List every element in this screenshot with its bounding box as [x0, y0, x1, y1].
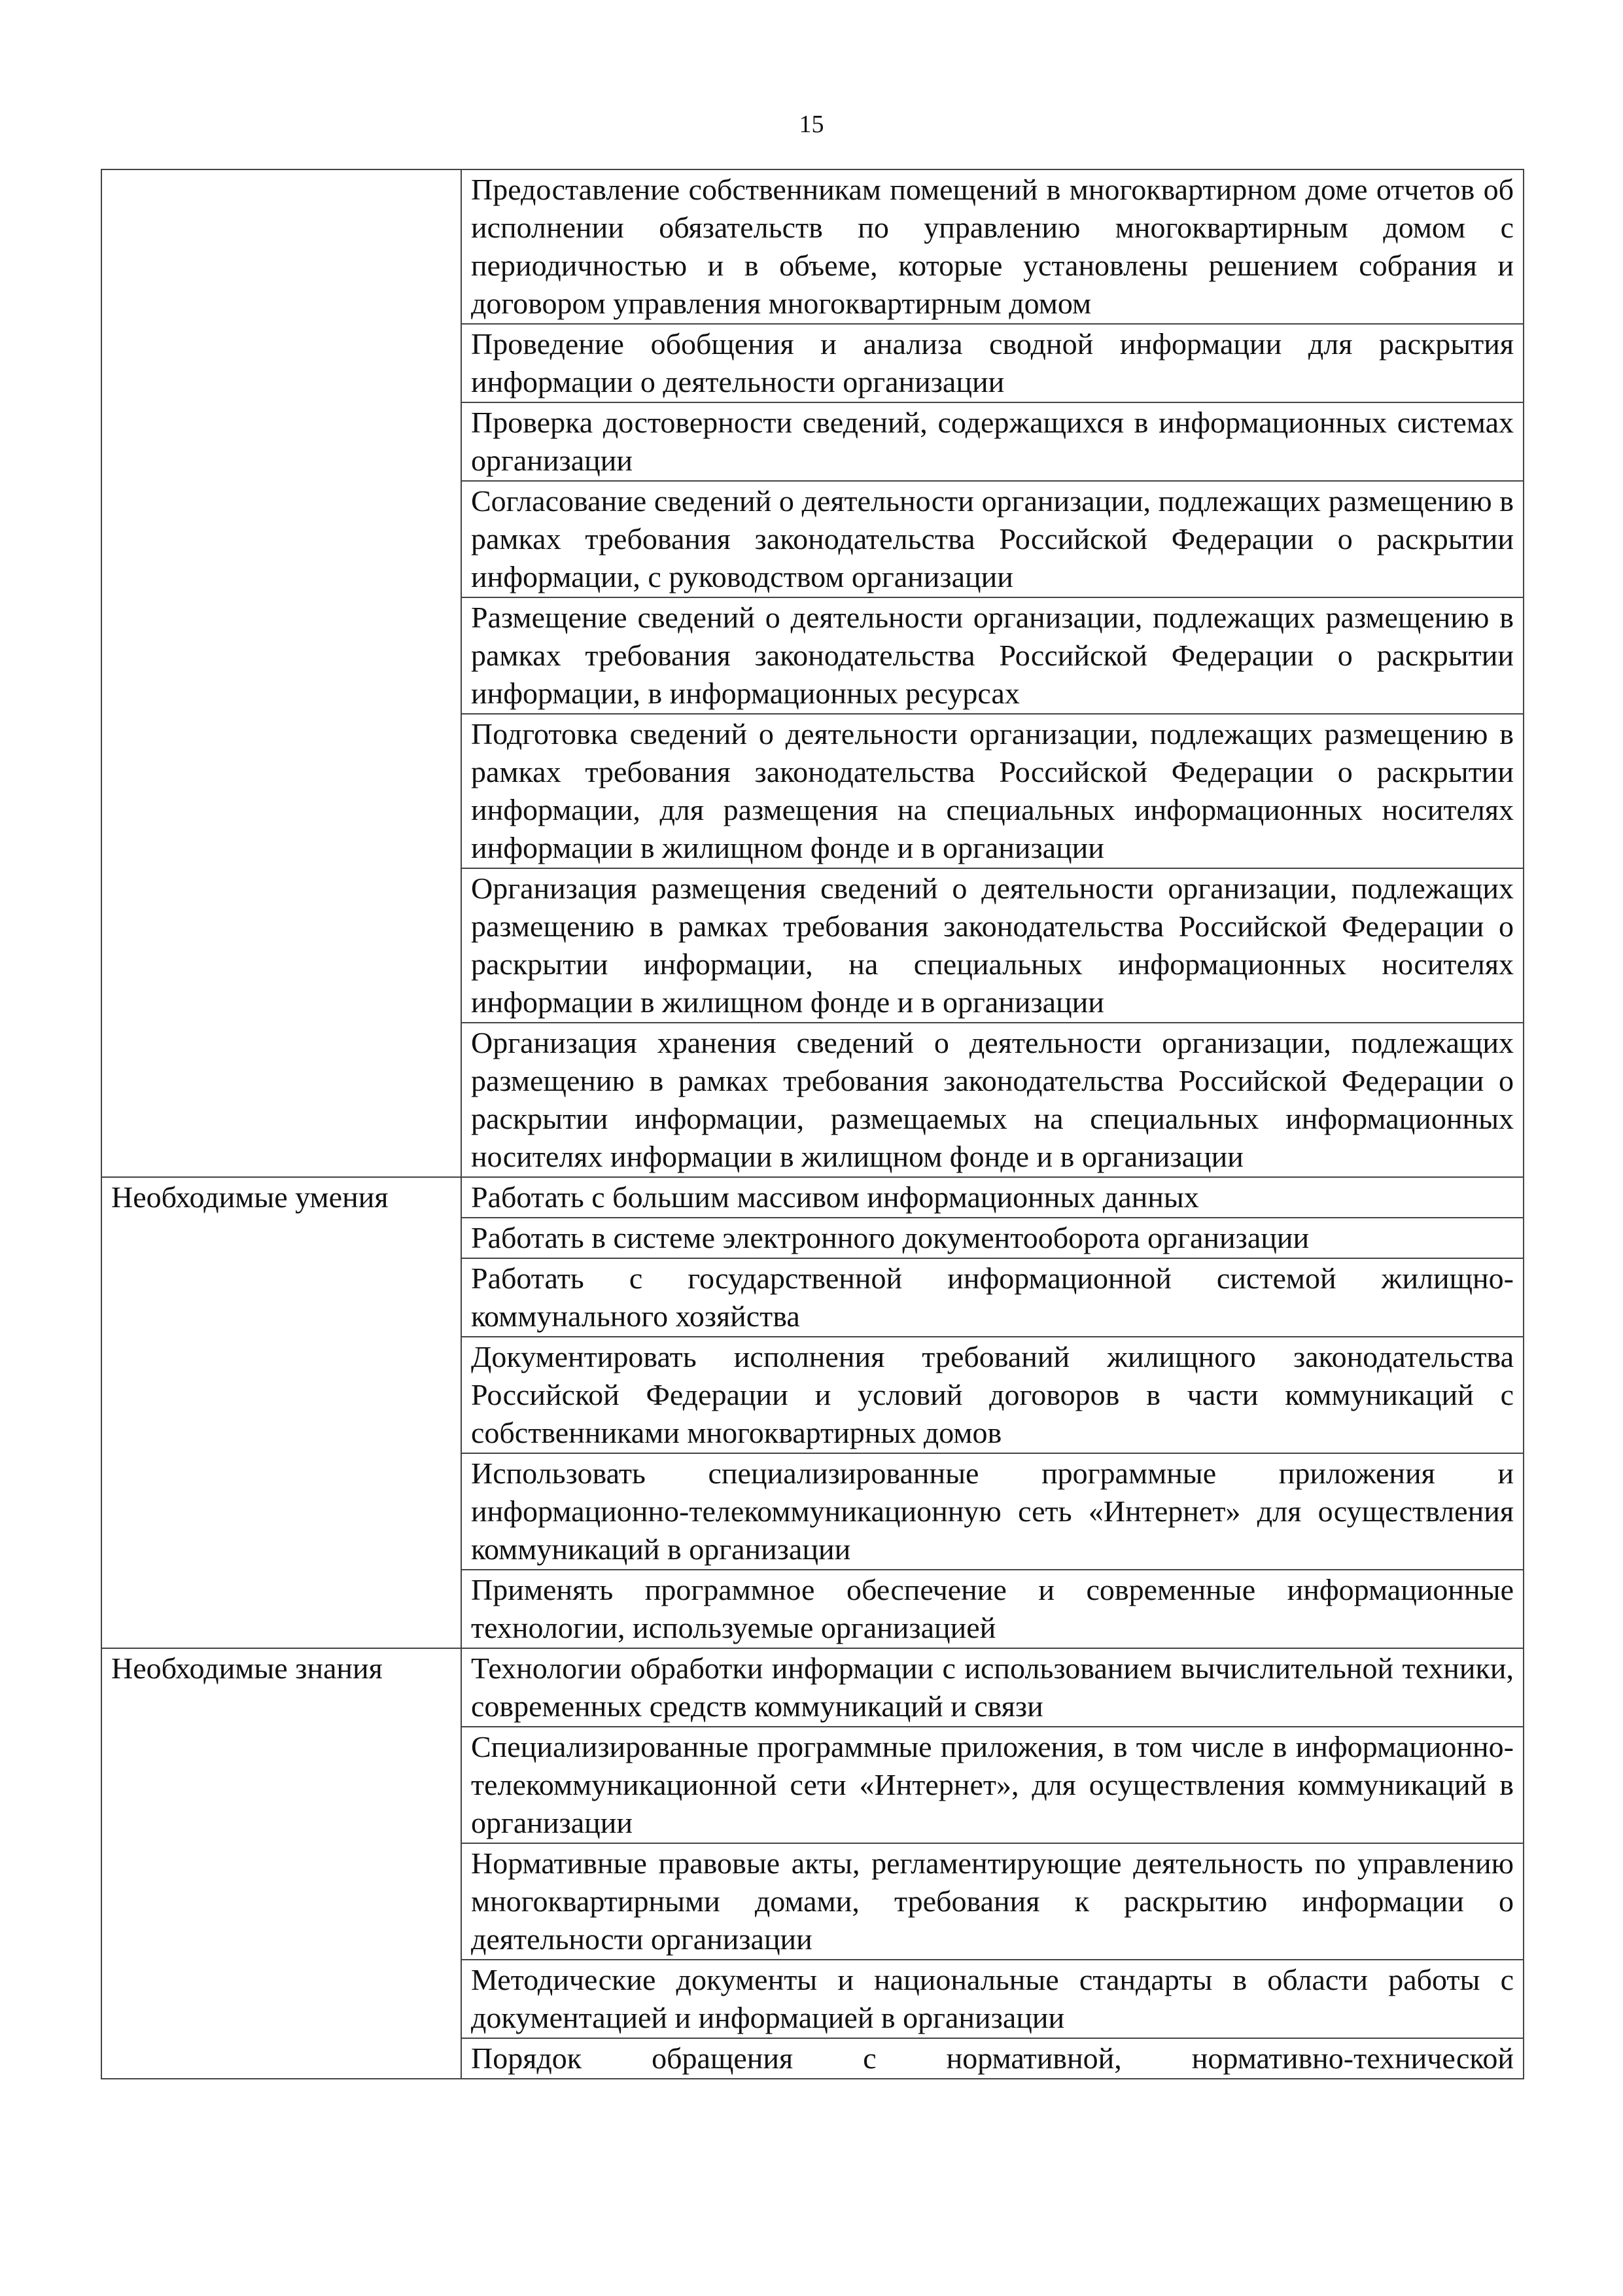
table-row [101, 2038, 1524, 2079]
knowledge-text: Методические документы и национальные стандарты в области работы с документацией и информацией в организации [461, 1960, 1524, 2038]
row-label-empty [101, 1453, 461, 1570]
table-row [101, 324, 1524, 402]
row-label-empty [101, 868, 461, 1023]
labor-action-text: Проведение обобщения и анализа сводной информации для раскрытия информации о деятельности организации [461, 324, 1524, 402]
row-label-empty [101, 597, 461, 714]
table-row [101, 1337, 1524, 1453]
table-row [101, 1570, 1524, 1648]
knowledge-text: Технологии обработки информации с использованием вычислительной техники, современных средств коммуникаций и связи [461, 1648, 1524, 1727]
labor-action-text: Размещение сведений о деятельности организации, подлежащих размещению в рамках требования законодательства Российской Федерации о раскрытии информации, в информационных ресурсах [461, 597, 1524, 714]
skill-text: Работать в системе электронного документооборота организации [461, 1218, 1524, 1258]
row-label-empty [101, 481, 461, 597]
labor-action-text: Организация размещения сведений о деятельности организации, подлежащих размещению в рамках требования законодательства Российской Федерации о раскрытии информации, на специальных информационных носителях информации в жилищном фонде и в организации [461, 868, 1524, 1023]
competency-table [101, 169, 1524, 2079]
row-label-empty [101, 1337, 461, 1453]
labor-action-text: Подготовка сведений о деятельности организации, подлежащих размещению в рамках требования законодательства Российской Федерации о раскрытии информации, для размещения на специальных информационных носителях информации в жилищном фонде и в организации [461, 714, 1524, 868]
knowledge-text: Специализированные программные приложения, в том числе в информационно-телекоммуникационной сети «Интернет», для осуществления коммуникаций в организации [461, 1727, 1524, 1843]
skill-text: Применять программное обеспечение и современные информационные технологии, используемые организацией [461, 1570, 1524, 1648]
row-label-empty [101, 1023, 461, 1177]
table-row [101, 714, 1524, 868]
table-row [101, 1258, 1524, 1337]
skill-text: Документировать исполнения требований жилищного законодательства Российской Федерации и условий договоров в части коммуникаций с собственниками многоквартирных домов [461, 1337, 1524, 1453]
page-number: 15 [799, 111, 824, 138]
labor-action-text: Проверка достоверности сведений, содержащихся в информационных системах организации [461, 402, 1524, 481]
table-row [101, 481, 1524, 597]
skill-text: Работать с большим массивом информационных данных [461, 1177, 1524, 1218]
skill-text: Работать с государственной информационной системой жилищно-коммунального хозяйства [461, 1258, 1524, 1337]
row-label-empty [101, 324, 461, 402]
row-label-empty [101, 2038, 461, 2079]
knowledge-label: Необходимые знания [101, 1648, 461, 1727]
table-row [101, 1648, 1524, 1727]
knowledge-text: Нормативные правовые акты, регламентирующие деятельность по управлению многоквартирными домами, требования к раскрытию информации о деятельности организации [461, 1843, 1524, 1960]
row-label-empty [101, 402, 461, 481]
row-label-empty [101, 1843, 461, 1960]
table-row [101, 1023, 1524, 1177]
skill-text: Использовать специализированные программные приложения и информационно-телекоммуникационную сеть «Интернет» для осуществления коммуникаций в организации [461, 1453, 1524, 1570]
knowledge-text: Порядок обращения с нормативной, нормативно-технической [461, 2038, 1524, 2079]
table-row [101, 169, 1524, 324]
row-label-empty [101, 169, 461, 324]
row-label-empty [101, 1727, 461, 1843]
row-label-empty [101, 714, 461, 868]
row-label-empty [101, 1960, 461, 2038]
table-row [101, 1177, 1524, 1218]
labor-action-text: Организация хранения сведений о деятельности организации, подлежащих размещению в рамках требования законодательства Российской Федерации о раскрытии информации, размещаемых на специальных информационных носителях информации в жилищном фонде и в организации [461, 1023, 1524, 1177]
row-label-empty [101, 1218, 461, 1258]
table-row [101, 597, 1524, 714]
row-label-empty [101, 1570, 461, 1648]
table-row [101, 1960, 1524, 2038]
skills-label: Необходимые умения [101, 1177, 461, 1218]
table-row [101, 868, 1524, 1023]
table-row [101, 1727, 1524, 1843]
labor-action-text: Предоставление собственникам помещений в многоквартирном доме отчетов об исполнении обязательств по управлению многоквартирным домом с периодичностью и в объеме, которые установлены решением собрания и договором управления многоквартирным домом [461, 169, 1524, 324]
table-row [101, 1453, 1524, 1570]
table-row [101, 402, 1524, 481]
row-label-empty [101, 1258, 461, 1337]
labor-action-text: Согласование сведений о деятельности организации, подлежащих размещению в рамках требования законодательства Российской Федерации о раскрытии информации, с руководством организации [461, 481, 1524, 597]
table-row [101, 1843, 1524, 1960]
table-row [101, 1218, 1524, 1258]
